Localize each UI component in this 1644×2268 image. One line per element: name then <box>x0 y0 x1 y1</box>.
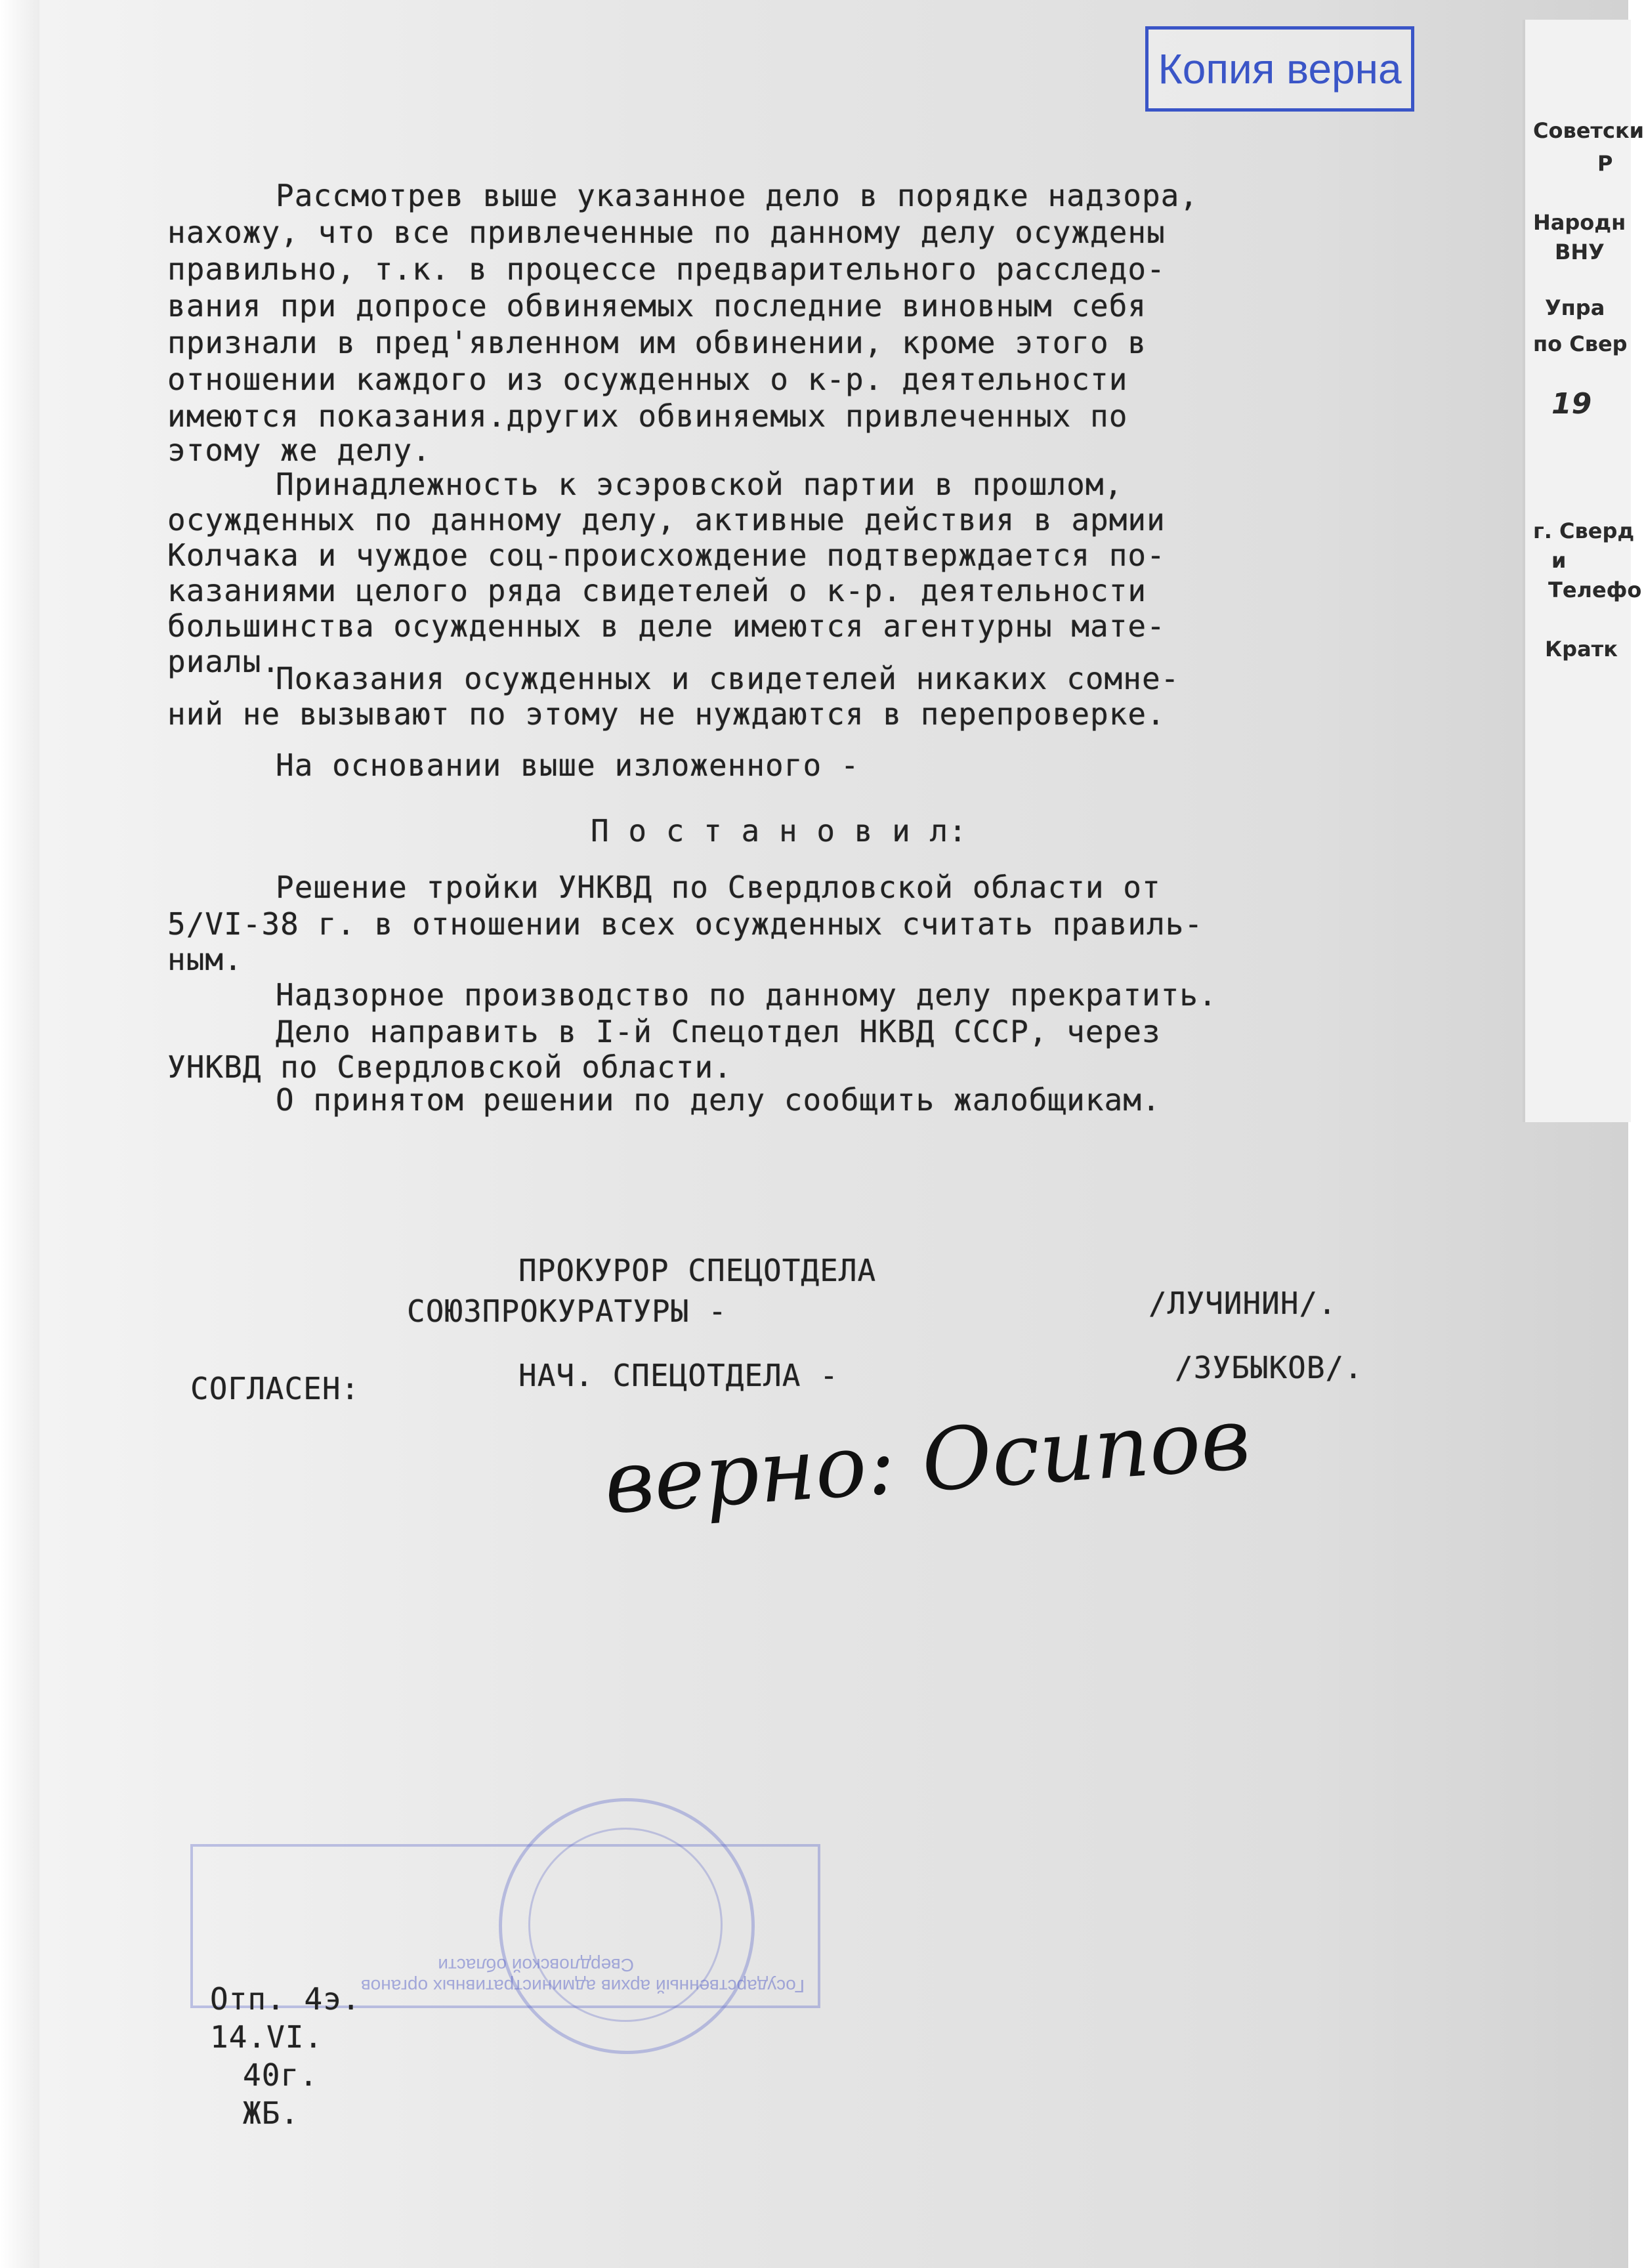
page-edge <box>0 0 39 2268</box>
archive-stamp-line: Свердловской области <box>438 1955 634 1975</box>
letterhead-line: по Свер <box>1533 331 1628 356</box>
body-line: отношении каждого из осужденных о к-р. деятельности <box>167 362 1128 397</box>
prosecutor-title: СОЮЗПРОКУРАТУРЫ - <box>407 1293 727 1329</box>
decision-line: 5/VI-38 г. в отношении всех осужденных считать правиль- <box>167 906 1204 942</box>
decision-line: Дело направить в I-й Спецотдел НКВД СССР, через <box>276 1014 1161 1049</box>
prosecutor-name: /ЛУЧИНИН/. <box>1149 1286 1337 1321</box>
letterhead-number: 19 <box>1551 387 1592 421</box>
footer-line: ЖБ. <box>243 2095 300 2131</box>
decision-line: УНКВД по Свердловской области. <box>167 1049 732 1085</box>
handwritten-signature: верно: Осипов <box>601 1388 1254 1534</box>
body-line: нахожу, что все привлеченные по данному делу осуждены <box>167 215 1166 250</box>
decision-line: О принятом решении по делу сообщить жалобщикам. <box>276 1082 1161 1118</box>
body-line: Показания осужденных и свидетелей никаких сомне- <box>276 661 1180 696</box>
body-line: Колчака и чуждое соц-происхождение подтверждается по- <box>167 537 1166 573</box>
letterhead-line: Кратк <box>1545 637 1618 662</box>
body-line: ний не вызывают по этому не нуждаются в перепроверке. <box>167 696 1166 732</box>
letterhead-line: Телефо <box>1548 578 1642 602</box>
resolution-heading: П о с т а н о в и л: <box>591 813 967 849</box>
body-line: признали в пред'явленном им обвинении, кроме этого в <box>167 325 1147 360</box>
letterhead-line: ВНУ <box>1555 240 1605 264</box>
letterhead-line: Упра <box>1545 295 1605 320</box>
archive-stamp-line: Государственный архив административных органов <box>360 1976 805 1996</box>
chief-title: НАЧ. СПЕЦОТДЕЛА - <box>518 1358 839 1393</box>
body-line: этому же делу. <box>167 432 431 468</box>
copy-certified-stamp: Копия верна <box>1145 26 1414 112</box>
body-line: правильно, т.к. в процессе предварительного расследо- <box>167 251 1166 287</box>
body-line: Принадлежность к эсэровской партии в прошлом, <box>276 467 1124 502</box>
decision-line: Решение тройки УНКВД по Свердловской области от <box>276 870 1161 905</box>
body-line: имеются показания.других обвиняемых привлеченных по <box>167 398 1128 434</box>
body-line: большинства осужденных в деле имеются агентурны мате- <box>167 608 1166 644</box>
letterhead-line: Советски <box>1533 118 1644 143</box>
letterhead-line: и <box>1551 548 1567 573</box>
body-line: риалы. <box>167 644 281 679</box>
body-line: осужденных по данному делу, активные действия в армии <box>167 502 1166 537</box>
letterhead-line: г. Сверд <box>1533 518 1635 543</box>
attached-letterhead-strip <box>1523 20 1644 1122</box>
basis-line: На основании выше изложенного - <box>276 747 860 783</box>
body-line: казаниями целого ряда свидетелей о к-р. деятельности <box>167 573 1147 608</box>
footer-line: Отп. 4э. <box>210 1981 361 2017</box>
body-line: Рассмотрев выше указанное дело в порядке надзора, <box>276 178 1199 213</box>
decision-line: ным. <box>167 942 243 977</box>
letterhead-line: Народн <box>1533 210 1626 235</box>
footer-line: 14.VI. <box>210 2019 324 2055</box>
chief-name: /ЗУБЫКОВ/. <box>1175 1350 1363 1385</box>
footer-line: 40г. <box>243 2057 318 2093</box>
body-line: вания при допросе обвиняемых последние виновным себя <box>167 288 1147 324</box>
decision-line: Надзорное производство по данному делу прекратить. <box>276 977 1217 1013</box>
letterhead-line: Р <box>1597 151 1613 176</box>
agreed-label: СОГЛАСЕН: <box>190 1371 360 1406</box>
prosecutor-title: ПРОКУРОР СПЕЦОТДЕЛА <box>518 1253 877 1288</box>
